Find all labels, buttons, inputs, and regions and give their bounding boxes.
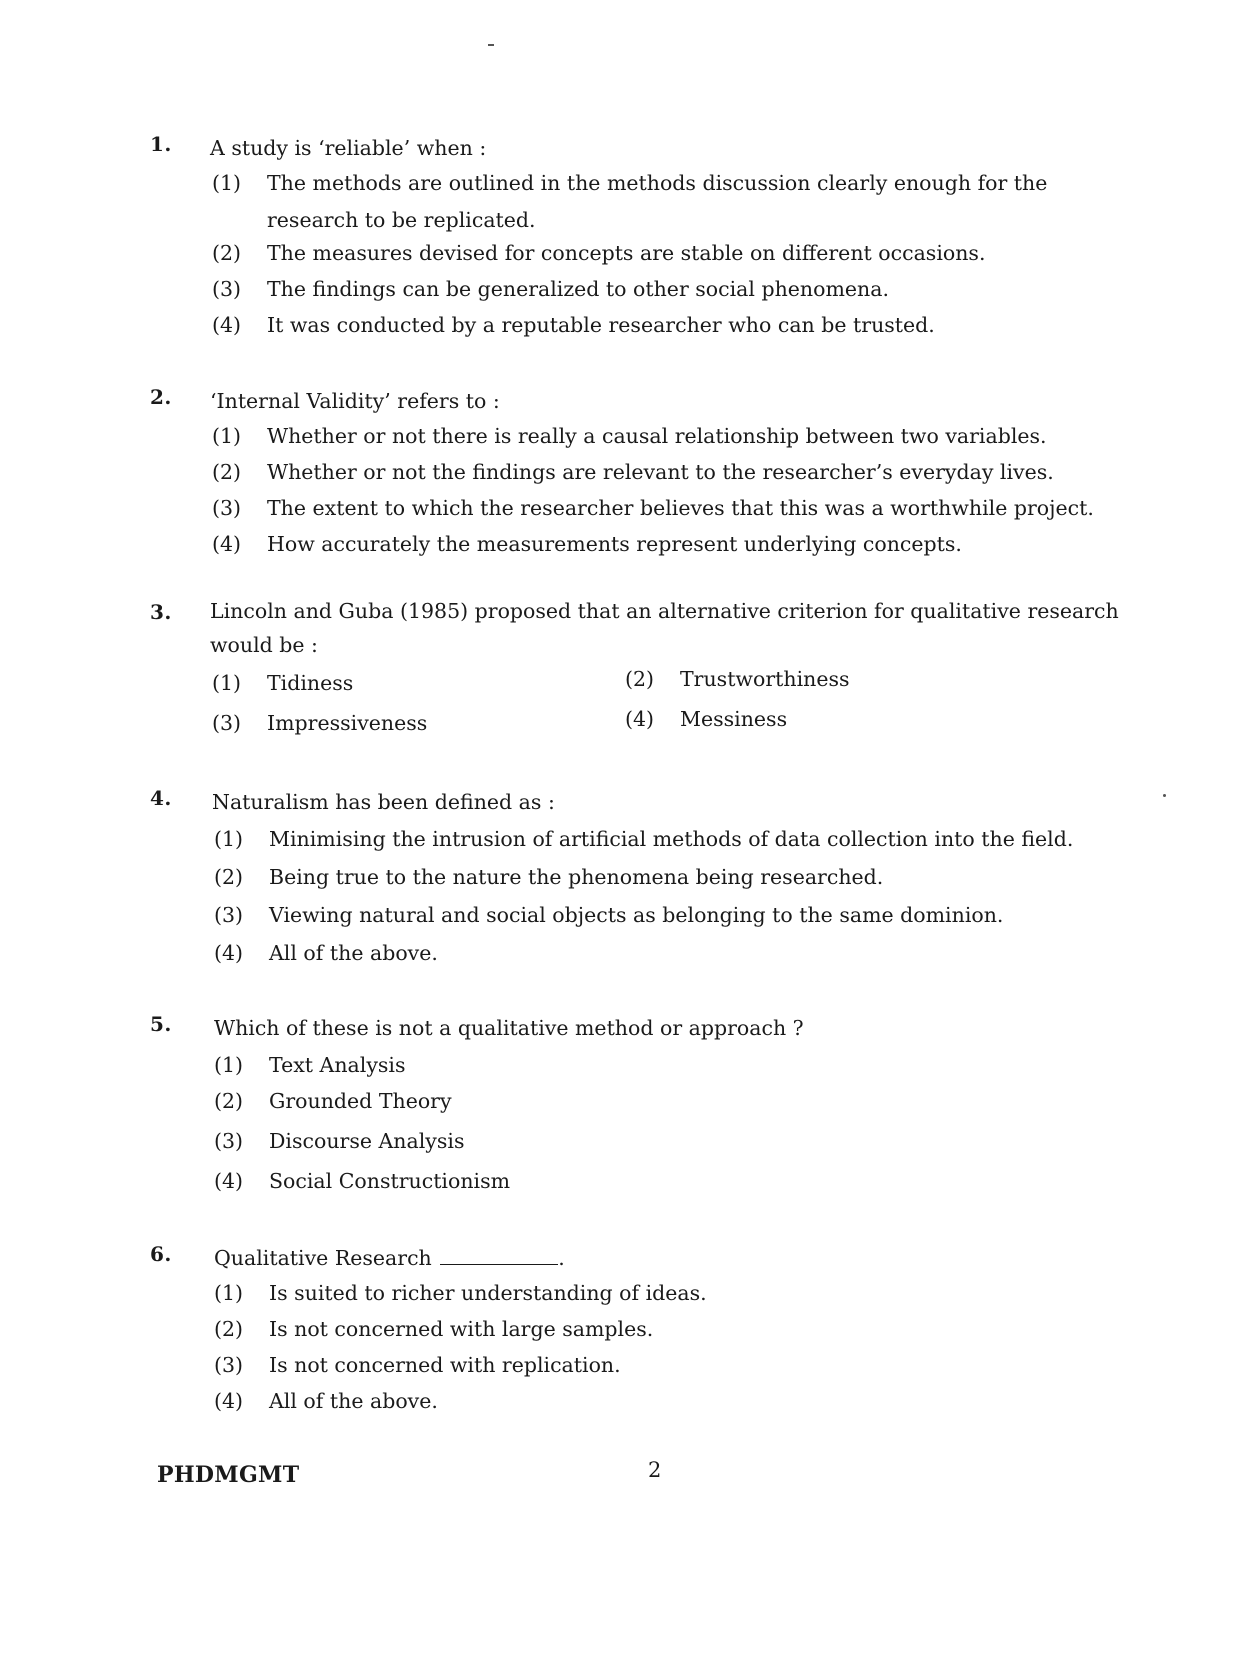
option-number: (3) — [214, 1129, 244, 1153]
option-text: Social Constructionism — [269, 1169, 511, 1193]
option-number: (3) — [214, 1353, 244, 1377]
question-stem: Lincoln and Guba (1985) proposed that an alternative criterion for qualitative research would be : — [210, 599, 1119, 657]
question-4 — [150, 786, 1160, 966]
scan-mark — [488, 44, 494, 46]
option-number: (4) — [625, 707, 655, 731]
scan-mark — [1163, 794, 1166, 797]
question-5 — [150, 1012, 1160, 1192]
question-3 — [150, 600, 1160, 740]
question-number: 4. — [150, 786, 172, 810]
option-number: (1) — [214, 1281, 244, 1305]
option-text: Viewing natural and social objects as belonging to the same dominion. — [269, 903, 1004, 927]
option-text: Is suited to richer understanding of ideas. — [269, 1281, 707, 1305]
option-number: (1) — [212, 424, 242, 448]
option-text: Is not concerned with large samples. — [269, 1317, 654, 1341]
option-number: (2) — [214, 865, 244, 889]
question-stem: A study is ‘reliable’ when : — [210, 136, 487, 160]
option-number: (3) — [214, 903, 244, 927]
option-text: Tidiness — [267, 671, 354, 695]
question-number: 1. — [150, 132, 172, 156]
question-stem: ‘Internal Validity’ refers to : — [210, 389, 500, 413]
option-text: Messiness — [680, 707, 788, 731]
option-number: (3) — [212, 496, 242, 520]
exam-code: PHDMGMT — [157, 1462, 300, 1488]
option-text: The findings can be generalized to other social phenomena. — [267, 277, 889, 301]
option-text: It was conducted by a reputable researcher who can be trusted. — [267, 313, 935, 337]
option-text: Whether or not there is really a causal relationship between two variables. — [267, 424, 1047, 448]
option-number: (3) — [212, 277, 242, 301]
option-number: (2) — [212, 460, 242, 484]
question-stem: Naturalism has been defined as : — [212, 790, 555, 814]
question-stem — [214, 1242, 1164, 1274]
option-text: Whether or not the findings are relevant to the researcher’s everyday lives. — [267, 460, 1054, 484]
question-2 — [150, 385, 1160, 565]
option-text: All of the above. — [269, 941, 438, 965]
answer-blank — [440, 1246, 558, 1265]
option-text: Trustworthiness — [680, 667, 850, 691]
option-number: (1) — [212, 671, 242, 695]
option-text: How accurately the measurements represent underlying concepts. — [267, 532, 962, 556]
option-number: (4) — [214, 1389, 244, 1413]
question-stem-end: . — [558, 1246, 565, 1270]
option-text: Is not concerned with replication. — [269, 1353, 621, 1377]
option-number: (4) — [214, 941, 244, 965]
option-text: The methods are outlined in the methods discussion clearly enough for the research to be replicated. — [267, 171, 1048, 232]
option-text: Impressiveness — [267, 711, 428, 735]
option-number: (4) — [214, 1169, 244, 1193]
question-number: 5. — [150, 1012, 172, 1036]
option-text: The measures devised for concepts are stable on different occasions. — [267, 241, 986, 265]
option-number: (2) — [625, 667, 655, 691]
option-number: (3) — [212, 711, 242, 735]
option-number: (2) — [212, 241, 242, 265]
option-number: (1) — [212, 171, 242, 195]
question-stem-text: Qualitative Research — [214, 1246, 432, 1270]
option-number: (4) — [212, 313, 242, 337]
question-6 — [150, 1242, 1160, 1422]
question-number: 2. — [150, 385, 172, 409]
page-number: 2 — [648, 1458, 662, 1482]
option-number: (2) — [214, 1317, 244, 1341]
option-text: Minimising the intrusion of artificial methods of data collection into the field. — [269, 827, 1074, 851]
question-stem: Which of these is not a qualitative method or approach ? — [214, 1016, 804, 1040]
option-number: (1) — [214, 827, 244, 851]
option-text: The extent to which the researcher believes that this was a worthwhile project. — [267, 496, 1094, 520]
option-text: Grounded Theory — [269, 1089, 452, 1113]
question-number: 3. — [150, 600, 172, 624]
option-number: (2) — [214, 1089, 244, 1113]
option-text: Being true to the nature the phenomena being researched. — [269, 865, 884, 889]
option-number: (4) — [212, 532, 242, 556]
option-text: Text Analysis — [269, 1053, 406, 1077]
option-text: Discourse Analysis — [269, 1129, 465, 1153]
option-text: All of the above. — [269, 1389, 438, 1413]
question-1 — [150, 132, 1160, 342]
option-number: (1) — [214, 1053, 244, 1077]
question-number: 6. — [150, 1242, 172, 1266]
